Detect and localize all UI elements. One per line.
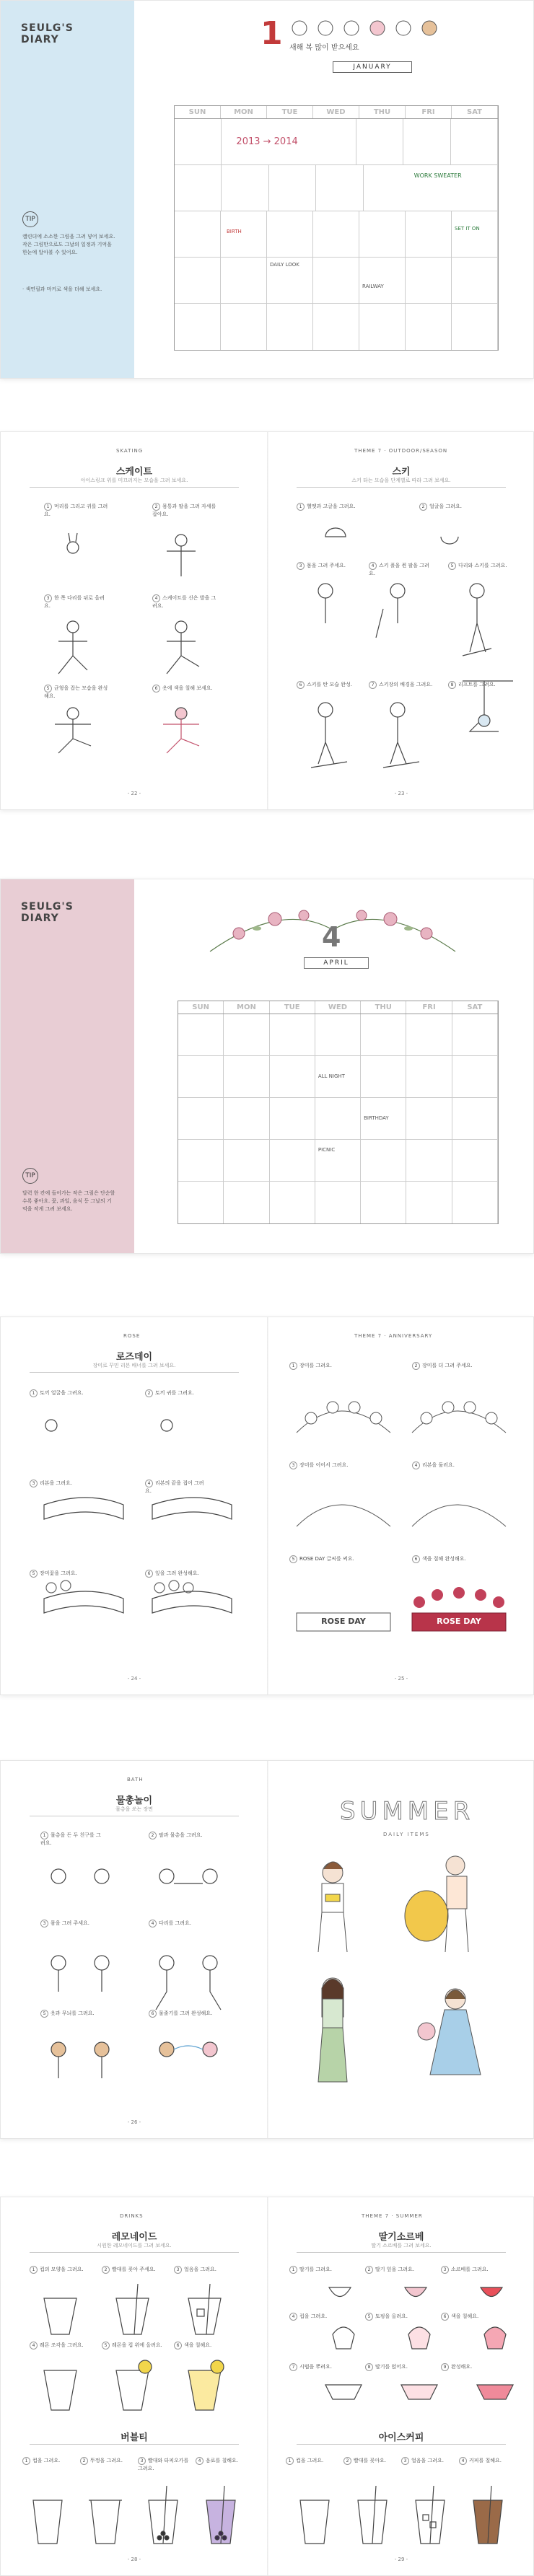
skater-sketch bbox=[175, 621, 187, 633]
calendar-cell bbox=[406, 1182, 452, 1223]
calendar-cell bbox=[315, 1014, 361, 1055]
weekday-sun: SUN bbox=[178, 1001, 224, 1014]
calendar-week bbox=[175, 165, 498, 211]
calendar-cell bbox=[267, 258, 313, 303]
step-1: 1 물총을 든 두 친구를 그려요. bbox=[40, 1832, 101, 1846]
step-3: 3 빨대와 타피오카를 그려요. bbox=[138, 2458, 189, 2471]
cell-note: SET IT ON bbox=[455, 226, 480, 232]
weekday-tue: TUE bbox=[267, 106, 313, 118]
calendar-cell bbox=[222, 119, 356, 164]
rose-arc-sketch bbox=[297, 1505, 390, 1526]
calendar-weekday-header bbox=[178, 1001, 498, 1014]
calendar-cell bbox=[313, 211, 359, 257]
step-5: 5 레몬을 컵 위에 올려요. bbox=[102, 2342, 167, 2349]
cell-note: BIRTHDAY bbox=[364, 1115, 389, 1121]
flower-icon bbox=[356, 910, 367, 920]
calendar-cell bbox=[406, 304, 452, 350]
weekday-thu: THU bbox=[359, 106, 406, 118]
rose-sketch bbox=[61, 1581, 71, 1591]
calendar-cell bbox=[224, 1056, 269, 1097]
pig-face-icon bbox=[370, 21, 385, 35]
divider bbox=[297, 487, 506, 488]
dog-face-icon bbox=[396, 21, 411, 35]
step-5: 5 옷과 무늬를 그려요. bbox=[40, 2010, 105, 2018]
tip-text: 달력 한 칸에 들어가는 작은 그림은 단순할수록 좋아요. 꽃, 과일, 음식 등 그날의 기억을 작게 그려 보세요. bbox=[22, 1190, 115, 1212]
tip-badge: TIP bbox=[22, 211, 38, 227]
step-4: 4 커피를 칠해요. bbox=[459, 2457, 513, 2465]
calendar-cell bbox=[267, 211, 313, 257]
page-summer-illustration bbox=[268, 1761, 534, 2138]
section-subtitle: 아이스링크 위를 미끄러지는 모습을 그려 보세요. bbox=[80, 478, 188, 483]
tip-text-2: · 색연필과 마커로 색을 더해 보세요. bbox=[22, 286, 102, 292]
weekday-sat: SAT bbox=[452, 106, 498, 118]
sorbet-cup-sketch bbox=[484, 2327, 506, 2349]
lemonade-step-sketches bbox=[30, 2277, 246, 2421]
tip-badge: TIP bbox=[22, 1168, 38, 1184]
step-6: 6 색을 칠해 완성해요. bbox=[412, 1555, 477, 1563]
page-number: - 29 - bbox=[394, 2557, 408, 2562]
section-title: 스케이트 bbox=[115, 467, 153, 478]
page-label: THEME 7 · OUTDOOR/SEASON bbox=[354, 448, 448, 454]
weekday-mon: MON bbox=[224, 1001, 269, 1014]
page-lemonade-bubble-tea bbox=[1, 2197, 268, 2575]
flower-icon bbox=[299, 910, 309, 920]
page-skating bbox=[1, 432, 268, 809]
calendar-cell bbox=[361, 1056, 406, 1097]
calendar-cell bbox=[315, 1182, 361, 1223]
calendar-cell bbox=[270, 1140, 315, 1181]
step-1: 1 컵을 그려요. bbox=[22, 2457, 76, 2465]
month-banner: APRIL bbox=[304, 957, 369, 969]
calendar-cell bbox=[359, 304, 406, 350]
calendar-cell bbox=[224, 1140, 269, 1181]
weekday-sun: SUN bbox=[175, 106, 221, 118]
ribbon-sketch bbox=[152, 1591, 232, 1613]
calendar-cell bbox=[451, 119, 498, 164]
spread-january bbox=[0, 0, 534, 379]
step-5: 5 균형을 잡는 모습을 완성해요. bbox=[44, 685, 108, 699]
section-title: 물총놀이 bbox=[115, 1795, 153, 1806]
step-4: 4 음료를 칠해요. bbox=[196, 2457, 250, 2465]
calendar-cell bbox=[270, 1056, 315, 1097]
page-rose-day-banner bbox=[268, 1317, 534, 1694]
calendar-week bbox=[175, 211, 498, 258]
calendar-cell bbox=[452, 1098, 498, 1139]
calendar-weekday-header bbox=[175, 106, 498, 119]
divider bbox=[297, 2444, 506, 2445]
girl-with-fan-illustration bbox=[318, 1862, 347, 1952]
divider bbox=[30, 487, 239, 488]
rose-day-text-colored: ROSE DAY bbox=[437, 1617, 481, 1626]
weekday-wed: WED bbox=[313, 106, 359, 118]
step-2: 2 빨대를 꽂아요. bbox=[343, 2457, 398, 2465]
calendar-cell bbox=[452, 211, 498, 257]
cell-note: WORK SWEATER bbox=[413, 172, 462, 179]
bear-face-icon bbox=[344, 21, 359, 35]
calendar-cell bbox=[406, 1140, 452, 1181]
step-3: 3 얼음을 그려요. bbox=[401, 2457, 455, 2465]
step-2: 2 뚜껑을 그려요. bbox=[80, 2457, 134, 2465]
calendar-cell bbox=[222, 165, 268, 211]
weekday-thu: THU bbox=[361, 1001, 406, 1014]
page-rose-day-steps bbox=[1, 1317, 268, 1694]
calendar-cell bbox=[221, 211, 267, 257]
calendar-week bbox=[178, 1056, 498, 1098]
rose-arc-sketch bbox=[412, 1505, 506, 1526]
step-1: 1 토끼 얼굴을 그려요. bbox=[30, 1389, 95, 1397]
rose-sketch bbox=[169, 1581, 179, 1591]
skier-sketch bbox=[318, 584, 333, 598]
monkey-face-icon bbox=[422, 21, 437, 35]
divider bbox=[30, 1372, 239, 1373]
glass-sketch bbox=[44, 2370, 76, 2410]
divider bbox=[30, 2444, 239, 2445]
calendar-cell bbox=[356, 119, 403, 164]
calendar-cell bbox=[361, 1014, 406, 1055]
spread-summer bbox=[0, 1760, 534, 2139]
glass-sketch bbox=[116, 2284, 149, 2334]
step-5: 5 다리와 스키를 그려요. bbox=[448, 562, 513, 570]
calendar-cell bbox=[452, 1014, 498, 1055]
tip-text: 캘린더에 소소한 그림을 그려 넣어 보세요. 작은 그림만으로도 그날의 일정과 기억을 한눈에 알아볼 수 있어요. bbox=[22, 234, 115, 255]
step-3: 3 몸을 그려 주세요. bbox=[40, 1920, 105, 1927]
step-8: 8 리프트를 그려요. bbox=[448, 681, 513, 689]
rabbit-face-sketch bbox=[45, 1420, 57, 1431]
skater-step-sketches bbox=[44, 519, 232, 757]
step-3: 3 리본을 그려요. bbox=[30, 1480, 95, 1487]
summer-subtitle: DAILY ITEMS bbox=[383, 1832, 430, 1837]
step-2: 2 얼굴을 그려요. bbox=[419, 503, 484, 511]
strawberry-sketch bbox=[481, 2287, 502, 2297]
skier-sketch bbox=[318, 703, 333, 717]
calendar-cell bbox=[269, 165, 316, 211]
section-title-bubble-tea: 버블티 bbox=[121, 2432, 148, 2443]
step-1: 1 딸기를 그려요. bbox=[289, 2266, 354, 2274]
section-subtitle: 시원한 레모네이드를 그려 보세요. bbox=[97, 2243, 172, 2248]
step-1: 1 컵을 그려요. bbox=[286, 2457, 340, 2465]
page-label: SKATING bbox=[116, 448, 144, 454]
page-number: - 24 - bbox=[127, 1676, 141, 1682]
calendar-week bbox=[178, 1098, 498, 1140]
spread-skating-ski bbox=[0, 431, 534, 810]
step-7: 7 스키장의 배경을 그려요. bbox=[369, 681, 434, 689]
calendar-week bbox=[175, 258, 498, 304]
calendar-cell bbox=[406, 211, 452, 257]
step-2: 2 토끼 귀를 그려요. bbox=[145, 1389, 210, 1397]
skier-sketch bbox=[390, 703, 405, 717]
page-number: - 28 - bbox=[127, 2557, 141, 2562]
cell-note: BIRTH bbox=[227, 229, 242, 234]
calendar-cell bbox=[406, 1014, 452, 1055]
iced-coffee-step-sketches bbox=[286, 2486, 517, 2551]
weekday-sat: SAT bbox=[452, 1001, 498, 1014]
calendar-cell bbox=[403, 119, 450, 164]
step-6: 6 스키를 탄 모습 완성. bbox=[297, 681, 362, 689]
step-3: 3 얼음을 그려요. bbox=[174, 2266, 239, 2274]
step-4: 4 다리를 그려요. bbox=[149, 1920, 214, 1927]
section-title: 로즈데이 bbox=[115, 1352, 153, 1363]
calendar-cell bbox=[364, 165, 498, 211]
rabbit-head-sketch bbox=[67, 542, 79, 553]
bubble-tea-step-sketches bbox=[22, 2486, 253, 2551]
calendar-cell bbox=[178, 1182, 224, 1223]
girl-in-skirt-illustration bbox=[318, 1978, 347, 2082]
flower-icon bbox=[384, 913, 397, 926]
strawberry-sorbet-step-sketches bbox=[289, 2277, 520, 2421]
step-5: 5 ROSE DAY 글씨를 써요. bbox=[289, 1555, 354, 1563]
calendar-cell bbox=[224, 1098, 269, 1139]
step-2: 2 딸기 잎을 그려요. bbox=[365, 2266, 430, 2274]
strawberry-sketch bbox=[329, 2287, 351, 2297]
calendar-cell bbox=[178, 1140, 224, 1181]
sorbet-cup-sketch bbox=[333, 2327, 354, 2349]
calendar-cell bbox=[224, 1182, 269, 1223]
spread-drinks bbox=[0, 2197, 534, 2576]
calendar-cell bbox=[452, 1140, 498, 1181]
step-1: 1 헬멧과 고글을 그려요. bbox=[297, 503, 362, 511]
calendar-cell bbox=[175, 119, 222, 164]
weekday-fri: FRI bbox=[406, 106, 452, 118]
calendar-cell bbox=[406, 258, 452, 303]
step-3: 3 한 쪽 다리를 뒤로 올려요. bbox=[44, 595, 105, 609]
calendar-cell bbox=[175, 258, 221, 303]
step-9: 9 완성해요. bbox=[441, 2363, 506, 2371]
calendar-cell bbox=[221, 258, 267, 303]
skier-sketch bbox=[470, 584, 484, 598]
calendar-cell bbox=[452, 1182, 498, 1223]
cup-sketch bbox=[300, 2500, 329, 2544]
calendar-cell bbox=[313, 258, 359, 303]
skater-sketch bbox=[67, 708, 79, 719]
cup-sketch bbox=[89, 2500, 122, 2544]
page-number: - 25 - bbox=[394, 1676, 408, 1682]
summer-girls-illustration bbox=[282, 1844, 520, 2111]
page-number: - 23 - bbox=[394, 791, 408, 796]
ribbon-sketch bbox=[152, 1498, 232, 1519]
spread-rose-day bbox=[0, 1316, 534, 1695]
section-title: 스키 bbox=[392, 467, 411, 478]
year-text: 2013 → 2014 bbox=[236, 136, 298, 147]
step-1: 1 장미를 그려요. bbox=[289, 1362, 354, 1370]
glass-sketch bbox=[44, 2298, 76, 2334]
month-number: 1 bbox=[261, 15, 283, 52]
step-4: 4 리본의 끝을 접어 그려요. bbox=[145, 1480, 204, 1494]
cup-sketch bbox=[358, 2486, 387, 2544]
step-4: 4 레몬 조각을 그려요. bbox=[30, 2342, 95, 2349]
page-ski bbox=[268, 432, 534, 809]
step-5: 5 토핑을 올려요. bbox=[365, 2313, 430, 2321]
calendar-cell bbox=[270, 1098, 315, 1139]
section-subtitle: 장미로 꾸민 리본 배너를 그려 보세요. bbox=[92, 1363, 176, 1368]
step-6: 6 색을 칠해요. bbox=[174, 2342, 239, 2349]
calendar-cell bbox=[315, 1140, 361, 1181]
rabbit-face-sketch bbox=[161, 1420, 172, 1431]
calendar-week bbox=[175, 119, 498, 165]
calendar-week bbox=[178, 1014, 498, 1056]
calendar-cell bbox=[406, 1098, 452, 1139]
page-number: - 22 - bbox=[127, 791, 141, 796]
page-water-gun bbox=[1, 1761, 268, 2138]
step-7: 7 시럽을 뿌려요. bbox=[289, 2363, 354, 2371]
calendar-cell bbox=[452, 258, 498, 303]
page-label: ROSE bbox=[123, 1333, 141, 1339]
sorbet-dish-colored-sketch bbox=[477, 2385, 513, 2399]
leaf-icon bbox=[404, 926, 413, 931]
diary-title: SEULG'S DIARY bbox=[21, 901, 74, 924]
calendar-cell bbox=[361, 1140, 406, 1181]
step-2: 2 팔과 물총을 그려요. bbox=[149, 1832, 214, 1839]
step-2: 2 장미를 더 그려 주세요. bbox=[412, 1362, 477, 1370]
divider bbox=[297, 2252, 506, 2253]
weekday-fri: FRI bbox=[406, 1001, 452, 1014]
calendar-cell bbox=[359, 258, 406, 303]
lemonade-colored-sketch bbox=[188, 2370, 221, 2410]
calendar-cell bbox=[221, 304, 267, 350]
sorbet-cup-sketch bbox=[408, 2327, 430, 2349]
cup-sketch bbox=[33, 2500, 62, 2544]
helmet-sketch bbox=[325, 528, 346, 537]
calendar-cell bbox=[175, 211, 221, 257]
skater-sketch bbox=[67, 621, 79, 633]
spread-april bbox=[0, 879, 534, 1254]
page-label: DRINKS bbox=[120, 2213, 144, 2219]
divider bbox=[30, 2252, 239, 2253]
blue-sidebar-panel bbox=[1, 1, 134, 378]
diary-title: SEULG'S DIARY bbox=[21, 22, 74, 45]
calendar-week bbox=[178, 1182, 498, 1223]
step-4: 4 스케이트를 신은 발을 그려요. bbox=[152, 595, 216, 609]
calendar-cell bbox=[178, 1098, 224, 1139]
sorbet-dish-sketch bbox=[325, 2385, 362, 2399]
summer-title: SUMMER bbox=[340, 1797, 475, 1826]
section-title: 딸기소르베 bbox=[378, 2232, 424, 2243]
leaf-icon bbox=[253, 926, 261, 931]
section-subtitle: 스키 타는 모습을 단계별로 따라 그려 보세요. bbox=[351, 478, 451, 483]
step-6: 6 물줄기를 그려 완성해요. bbox=[149, 2010, 214, 2018]
sorbet-dish-sketch bbox=[401, 2385, 437, 2399]
cell-note: PICNIC bbox=[318, 1147, 336, 1153]
calendar-cell bbox=[267, 304, 313, 350]
glass-sketch bbox=[116, 2370, 149, 2410]
calendar-cell bbox=[315, 1098, 361, 1139]
january-calendar bbox=[174, 105, 499, 351]
step-3: 3 장미를 이어서 그려요. bbox=[289, 1461, 354, 1469]
calendar-cell bbox=[178, 1056, 224, 1097]
cell-note: ALL NIGHT bbox=[318, 1073, 345, 1079]
weekday-wed: WED bbox=[315, 1001, 361, 1014]
skater-colored-sketch bbox=[175, 708, 187, 719]
calendar-cell bbox=[315, 1056, 361, 1097]
weekday-tue: TUE bbox=[270, 1001, 315, 1014]
skier-step-sketches bbox=[297, 515, 513, 775]
cup-sketch bbox=[416, 2486, 445, 2544]
step-1: 1 컵의 모양을 그려요. bbox=[30, 2266, 95, 2274]
girl-with-float-illustration bbox=[405, 1856, 468, 1952]
april-calendar bbox=[178, 1001, 499, 1224]
rose-sketch bbox=[154, 1583, 165, 1593]
skater-sketch bbox=[175, 535, 187, 546]
step-1: 1 머리를 그리고 귀를 그려요. bbox=[44, 504, 108, 517]
step-6: 6 색을 칠해요. bbox=[441, 2313, 506, 2321]
calendar-cell bbox=[175, 165, 222, 211]
section-title: 레모네이드 bbox=[111, 2232, 157, 2243]
rose-ribbon-step-sketches bbox=[30, 1404, 239, 1649]
rabbit-ears-sketch bbox=[69, 533, 77, 542]
cat-face-icon bbox=[318, 21, 333, 35]
calendar-cell bbox=[359, 211, 406, 257]
calendar-cell bbox=[406, 1056, 452, 1097]
calendar-cell bbox=[270, 1182, 315, 1223]
calendar-cell bbox=[361, 1182, 406, 1223]
water-gun-step-sketches bbox=[37, 1847, 232, 2107]
ribbon-sketch bbox=[44, 1498, 123, 1519]
girl-in-dress-illustration bbox=[418, 1989, 481, 2075]
month-caption: 새해 복 많이 받으세요 bbox=[289, 44, 359, 52]
page-number: - 26 - bbox=[127, 2119, 141, 2125]
section-subtitle: 딸기 소르베를 그려 보세요. bbox=[371, 2243, 432, 2248]
calendar-cell bbox=[452, 1056, 498, 1097]
page-label: THEME 7 · ANNIVERSARY bbox=[354, 1333, 433, 1339]
step-8: 8 딸기를 얹어요. bbox=[365, 2363, 430, 2371]
month-banner: JANUARY bbox=[333, 61, 412, 73]
ribbon-sketch bbox=[44, 1591, 123, 1613]
rabbit-face-icon bbox=[292, 21, 307, 35]
calendar-week bbox=[175, 304, 498, 350]
month-number: 4 bbox=[322, 921, 341, 953]
step-6: 6 잎을 그려 완성해요. bbox=[145, 1570, 210, 1578]
calendar-cell bbox=[313, 304, 359, 350]
page-sorbet-iced-coffee bbox=[268, 2197, 534, 2575]
cell-note: DAILY LOOK bbox=[270, 262, 299, 268]
step-6: 6 옷에 색을 칠해 보세요. bbox=[152, 685, 217, 693]
step-2: 2 빨대를 꽂아 주세요. bbox=[102, 2266, 167, 2274]
face-sketch bbox=[441, 537, 458, 544]
calendar-cell bbox=[361, 1098, 406, 1139]
animal-faces-decoration bbox=[289, 17, 448, 40]
calendar-cell bbox=[270, 1014, 315, 1055]
rose-day-text-outline: ROSE DAY bbox=[321, 1617, 366, 1626]
section-subtitle: 물총을 쏘는 장면 bbox=[115, 1806, 153, 1812]
weekday-mon: MON bbox=[221, 106, 267, 118]
calendar-cell bbox=[452, 304, 498, 350]
step-4: 4 리본을 둘러요. bbox=[412, 1461, 477, 1469]
skier-sketch bbox=[478, 715, 490, 726]
step-2: 2 몸통과 팔을 그려 자세를 잡아요. bbox=[152, 504, 216, 517]
calendar-cell bbox=[316, 165, 363, 211]
flower-icon bbox=[268, 913, 281, 926]
rose-sketch bbox=[46, 1583, 56, 1593]
step-5: 5 장미꽃을 그려요. bbox=[30, 1570, 95, 1578]
step-3: 3 소르베를 그려요. bbox=[441, 2266, 506, 2274]
strawberry-sketch bbox=[405, 2287, 426, 2297]
page-label: THEME 7 · SUMMER bbox=[362, 2213, 423, 2219]
page-label: BATH bbox=[127, 1777, 144, 1782]
step-4: 4 스키 폴을 쥔 팔을 그려요. bbox=[369, 563, 429, 576]
step-3: 3 몸을 그려 주세요. bbox=[297, 562, 362, 570]
flower-icon bbox=[421, 928, 432, 939]
skier-sketch bbox=[390, 584, 405, 598]
calendar-week bbox=[178, 1140, 498, 1182]
calendar-cell bbox=[224, 1014, 269, 1055]
calendar-cell bbox=[175, 304, 221, 350]
flower-icon bbox=[233, 928, 245, 939]
step-4: 4 컵을 그려요. bbox=[289, 2313, 354, 2321]
calendar-cell bbox=[178, 1014, 224, 1055]
cell-note: RAILWAY bbox=[362, 283, 384, 289]
section-title-iced-coffee: 아이스커피 bbox=[378, 2432, 424, 2443]
